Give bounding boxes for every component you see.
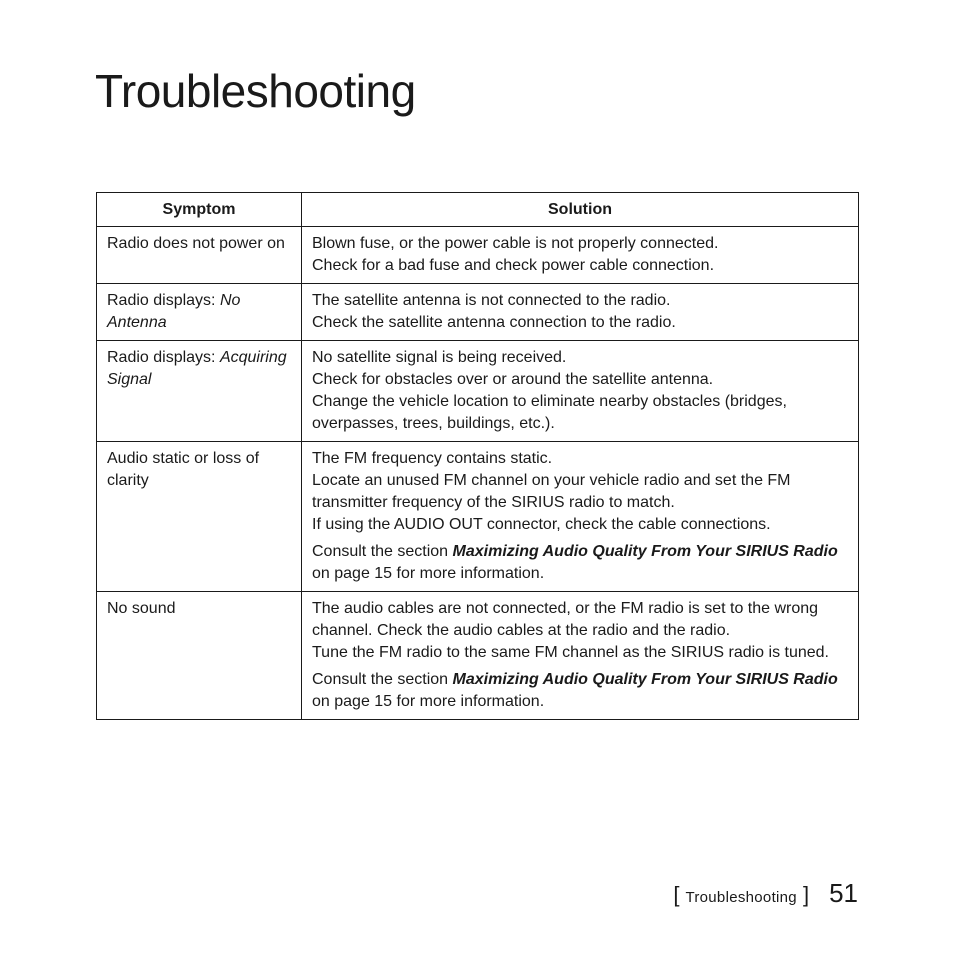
solution-line: Change the vehicle location to eliminate nearby obstacles (bridges, overpasses, trees, buildings, etc.). (312, 393, 787, 432)
symptom-prefix: Radio displays: (107, 349, 220, 366)
table-row (97, 284, 859, 341)
solution-line: The FM frequency contains static. (312, 450, 553, 467)
reference-paragraph (312, 669, 848, 713)
solution-line: Check for a bad fuse and check power cable connection. (312, 257, 715, 274)
symptom-cell: Audio static or loss of clarity (97, 442, 302, 592)
symptom-display-message: No Antenna (107, 292, 241, 331)
solution-line: Blown fuse, or the power cable is not properly connected. (312, 235, 719, 252)
solution-line: No satellite signal is being received. (312, 349, 567, 366)
solution-cell (302, 442, 859, 592)
solution-header: Solution (302, 193, 859, 227)
symptom-cell: No sound (97, 592, 302, 720)
reference-section-title: Maximizing Audio Quality From Your SIRIUS Radio (452, 671, 838, 688)
table-row (97, 442, 859, 592)
solution-line: Tune the FM radio to the same FM channel as the SIRIUS radio is tuned. (312, 644, 829, 661)
solution-paragraph (312, 448, 848, 536)
footer-bracket-open: [ (673, 882, 680, 907)
symptom-cell: Radio does not power on (97, 227, 302, 284)
table-header-row (97, 193, 859, 227)
symptom-display-message: Acquiring Signal (107, 349, 287, 388)
page-number: 51 (829, 878, 858, 908)
reference-suffix: on page 15 for more information. (312, 565, 545, 582)
reference-paragraph (312, 541, 848, 585)
table-row (97, 592, 859, 720)
symptom-cell (97, 341, 302, 442)
footer-section-label: Troubleshooting (685, 889, 797, 906)
solution-line: Check the satellite antenna connection to the radio. (312, 314, 676, 331)
solution-cell (302, 341, 859, 442)
symptom-header: Symptom (97, 193, 302, 227)
troubleshooting-table (96, 192, 859, 720)
table-row (97, 341, 859, 442)
symptom-prefix: Radio displays: (107, 292, 220, 309)
solution-cell (302, 227, 859, 284)
footer-bracket-close: ] (802, 882, 810, 907)
solution-line: Locate an unused FM channel on your vehicle radio and set the FM transmitter frequency of the SIRIUS radio to match. (312, 472, 791, 511)
reference-prefix: Consult the section (312, 543, 453, 560)
solution-paragraph (312, 598, 848, 664)
solution-cell (302, 284, 859, 341)
reference-suffix: on page 15 for more information. (312, 693, 545, 710)
solution-cell (302, 592, 859, 720)
solution-line: The satellite antenna is not connected to the radio. (312, 292, 671, 309)
solution-line: Check for obstacles over or around the satellite antenna. (312, 371, 714, 388)
solution-line: If using the AUDIO OUT connector, check the cable connections. (312, 516, 771, 533)
symptom-cell (97, 284, 302, 341)
reference-prefix: Consult the section (312, 671, 453, 688)
solution-line: The audio cables are not connected, or the FM radio is set to the wrong channel. Check the audio cables at the radio and the radio. (312, 600, 819, 639)
page-footer (673, 878, 858, 909)
reference-section-title: Maximizing Audio Quality From Your SIRIUS Radio (452, 543, 838, 560)
page-title: Troubleshooting (95, 65, 416, 117)
table-row (97, 227, 859, 284)
